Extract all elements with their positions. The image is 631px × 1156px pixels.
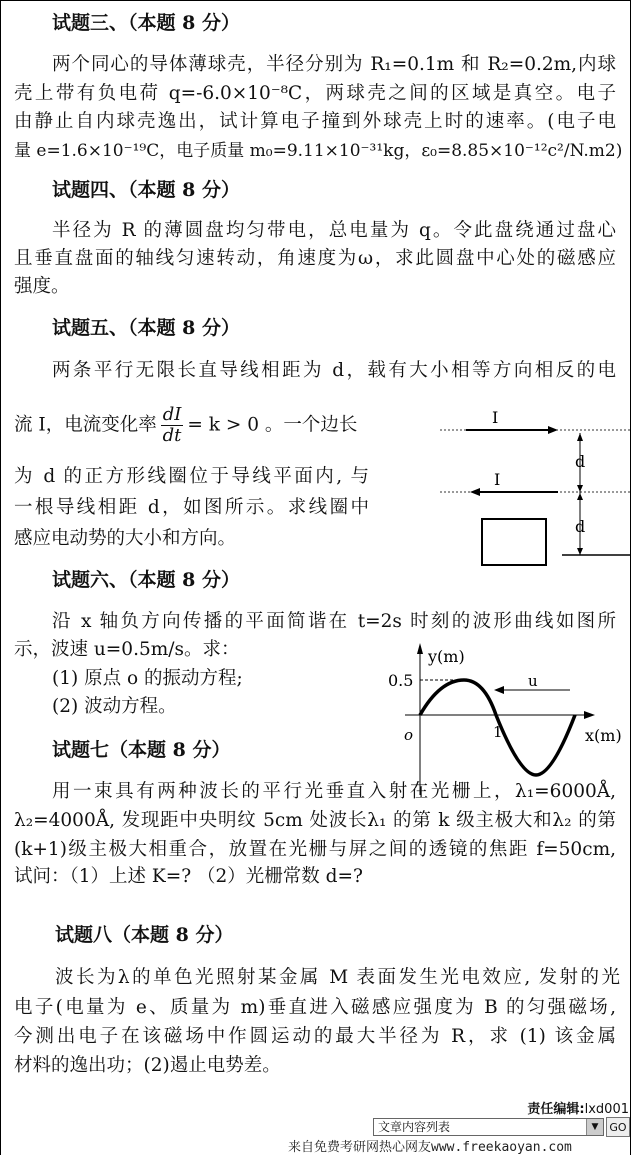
q3-line: 两个同心的导体薄球壳，半径分别为 R₁=0.1m 和 R₂=0.2m,内球 [52,54,616,75]
q5-line: 感应电动势的大小和方向。 [14,528,237,549]
arrowhead-icon [548,426,558,434]
arrowhead-icon [577,493,583,500]
q5-heading: 试题五、（本题 8 分） [52,317,240,339]
current-label-top: I [492,408,499,427]
q8-line: 材料的逸出功；(2)遏止电势差。 [14,1055,281,1076]
q3-line: 壳上带有负电荷 q=-6.0×10⁻⁸C，两球壳之间的区域是真空。电子 [14,83,616,104]
arrowhead-icon [494,686,504,694]
arrowhead-icon [417,643,423,654]
q7-heading: 试题七（本题 8 分） [52,739,231,761]
chevron-down-icon[interactable]: ▼ [586,1119,603,1135]
q3-line: 量 e=1.6×10⁻¹⁹C，电子质量 m₀=9.11×10⁻³¹kg，ε₀=8.85×10⁻¹²c²/N.m2) [14,141,623,161]
x-axis-label: x(m) [585,726,622,745]
frac-numerator: dI [162,404,182,425]
q5-line: 一根导线相距 d，如图所示。求线圈中 [14,497,369,518]
q7-line: 用一束具有两种波长的平行光垂直入射在光栅上，λ₁=6000Å, [52,781,616,802]
q8-line: 今测出电子在该磁场中作圆运动的最大半径为 R，求 (1) 该金属 [14,1026,616,1047]
arrowhead-icon [470,488,480,496]
editor-credit [527,1098,629,1117]
editor-name: lxd001 [584,1102,629,1117]
q3-line: 由静止自内球壳逸出，试计算电子撞到外球壳上时的速率。(电子电 [14,111,616,132]
article-list-select[interactable] [373,1118,604,1136]
q4-line: 且垂直盘面的轴线匀速转动，角速度为ω，求此圆盘中心处的磁感应 [14,248,616,269]
arrowhead-icon [577,485,583,492]
arrowhead-icon [577,433,583,441]
q7-line: λ₂=4000Å, 发现距中央明纹 5cm 处波长λ₁ 的第 k 级主极大和λ₂ 的第 [14,810,616,831]
x-tick-label: 1 [493,723,503,741]
origin-label: o [404,726,414,744]
q6-line: 示，波速 u=0.5m/s。求： [14,639,240,660]
go-button[interactable]: GO [606,1117,630,1137]
select-value: 文章内容列表 [378,1120,451,1134]
q5-line-text: = k > 0 。一个边长 [187,414,358,436]
q8-heading: 试题八（本题 8 分） [55,924,234,946]
q4-heading: 试题四、（本题 8 分） [52,179,240,201]
q7-line: 试问：（1）上述 K=? （2）光栅常数 d=? [14,866,363,887]
q6-heading: 试题六、（本题 8 分） [52,569,240,591]
current-label-bottom: I [494,470,501,489]
q5-formula-line [14,405,374,446]
q6-line: (1) 原点 o 的振动方程; [52,668,243,689]
amplitude-label: 0.5 [388,671,414,690]
q8-line: 电子(电量为 e、质量为 m)垂直进入磁感应强度为 B 的匀强磁场, [14,997,616,1018]
q6-line: 沿 x 轴负方向传播的平面简谐在 t=2s 时刻的波形曲线如图所 [52,611,616,632]
wave-graph [380,640,630,800]
y-axis-label: y(m) [428,647,465,666]
distance-label: d [575,452,586,471]
arrowhead-icon [577,548,583,555]
q4-line: 强度。 [14,276,70,297]
q5-line: 两条平行无限长直导线相距为 d，载有大小相等方向相反的电 [52,360,616,381]
q3-heading: 试题三、（本题 8 分） [52,12,240,34]
frac-denominator: dt [162,425,182,446]
q6-line: (2) 波动方程。 [52,696,177,717]
square-loop [481,518,547,566]
derivative-fraction [161,405,184,446]
distance-label: d [575,517,586,536]
q8-line: 波长为λ的单色光照射某金属 M 表面发生光电效应, 发射的光 [55,967,620,988]
velocity-label: u [528,672,538,690]
watermark: 来自免费考研网热心网友www.freekaoyan.com [288,1140,572,1155]
arrowhead-icon [584,711,595,719]
q4-line: 半径为 R 的薄圆盘均匀带电，总电量为 q。令此盘绕通过盘心 [52,220,616,241]
editor-label: 责任编辑: [527,1102,585,1117]
q7-line: (k+1)级主极大相重合，放置在光栅与屏之间的透镜的焦距 f=50cm, [14,839,616,860]
q5-line: 为 d 的正方形线圈位于导线平面内, 与 [14,466,369,487]
q5-line-text: 流 I，电流变化率 [14,414,157,436]
